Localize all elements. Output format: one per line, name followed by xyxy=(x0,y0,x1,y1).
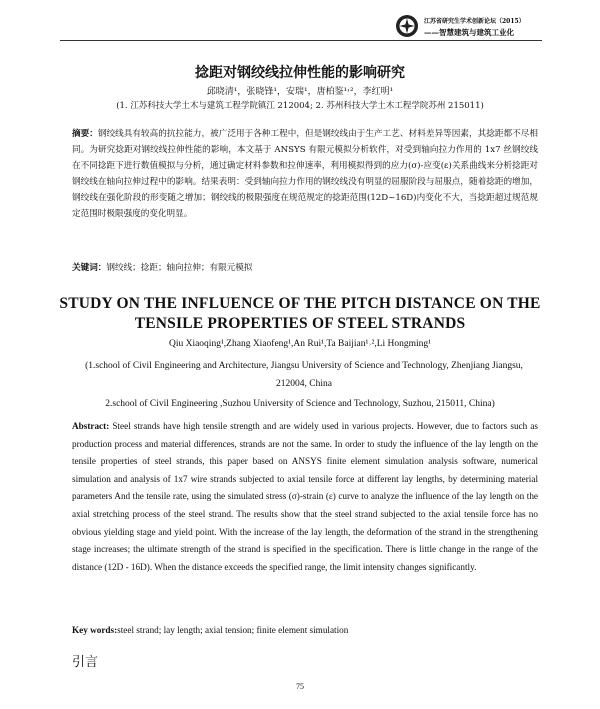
page-title-cn: 捻距对钢绞线拉伸性能的影响研究 xyxy=(195,65,405,81)
conference-name: 江苏省研究生学术创新论坛（2015） xyxy=(424,18,525,25)
abstract-cn-label: 摘要： xyxy=(72,129,98,139)
abstract-cn xyxy=(72,126,538,222)
authors-cn: 邱晓清¹，张晓锋¹，安瑞¹，唐柏鉴¹˒²，李红明¹ xyxy=(206,87,394,97)
conference-logo-icon xyxy=(395,14,419,38)
abstract-en xyxy=(72,418,538,576)
keywords-cn-text: 钢绞线；捻距；轴向拉伸；有限元模拟 xyxy=(106,263,253,273)
keywords-en-label: Key words: xyxy=(72,625,118,635)
affiliation-en-2: 2.school of Civil Engineering ,Suzhou University of Science and Technology, Suzhou, 215011, China) xyxy=(105,399,495,409)
affiliation-en-1: (1.school of Civil Engineering and Architecture, Jiangsu University of Science and Technology, Zhenjiang Jiangsu, 212004, China xyxy=(85,361,523,389)
affiliation-cn: (1. 江苏科技大学土木与建筑工程学院镇江 212004; 2. 苏州科技大学土木工程学院苏州 215011) xyxy=(116,101,484,111)
section-heading: 引言 xyxy=(72,655,99,670)
abstract-en-label: Abstract: xyxy=(72,421,110,431)
page-title-en: STUDY ON THE INFLUENCE OF THE PITCH DISTANCE ON THE TENSILE PROPERTIES OF STEEL STRANDS xyxy=(59,295,541,332)
page-number: 75 xyxy=(296,682,304,691)
keywords-en-text: steel strand; lay length; axial tension; finite element simulation xyxy=(117,625,349,635)
keywords-en xyxy=(72,625,538,635)
abstract-cn-text: 钢绞线具有较高的抗拉能力，被广泛用于各种工程中，但是钢绞线由于生产工艺、材料差异等因素，其捻距都不尽相同。为研究捻距对钢绞线拉伸性能的影响，本文基于 ANSYS 有限元模拟分析软件，对受到轴向拉力作用的 1x7 丝钢绞线在不同捻距下进行数值模拟与分析，通过确定材料参数和拉伸速率，利用模拟得到的应力(σ)-应变(ε)关系曲线来分析捻距对钢绞线在轴向拉伸过程中的影响。结果表明：受到轴向拉力作用的钢绞线没有明显的屈服阶段与屈服点，随着捻距的增加，钢绞线在强化阶段的形变随之增加；钢绞线的极限强度在规范规定的捻距范围(12D~16D)内变化不大，当捻距超过规范规定范围时极限强度的变化明显。 xyxy=(72,129,538,219)
keywords-cn xyxy=(72,261,538,273)
conference-subtitle: ——智慧建筑与建筑工业化 xyxy=(424,28,514,37)
header-divider xyxy=(60,40,542,41)
keywords-cn-label: 关键词： xyxy=(72,263,107,273)
authors-en: Qiu Xiaoqing¹,Zhang Xiaofeng¹,An Rui¹,Ta Baijian¹˒²,Li Hongming¹ xyxy=(168,339,432,349)
abstract-en-text: Steel strands have high tensile strength and are widely used in various projects. However, due to factors such as production process and material differences, strands are not the same. In order to study the influence of the lay length on the tensile properties of steel strands, this paper based on ANSYS finite element simulation analysis software, numerical simulation and analysis of 1x7 wire strands subjected to axial tensile force at different lay lengths, by determining material parameters And the tensile rate, using the simulated stress (σ)-strain (ε) curve to analyze the influence of the lay length on the axial stretching process of the steel strand. The results show that the steel strand subjected to the axial tensile force has no obvious yielding stage and yield point. With the increase of the lay length, the deformation of the strand in the strengthening stage increases; the ultimate strength of the strand is specified in the specification. There is little change in the range of the distance (12D - 16D). When the distance exceeds the specified range, the limit intensity changes significantly. xyxy=(72,421,538,572)
